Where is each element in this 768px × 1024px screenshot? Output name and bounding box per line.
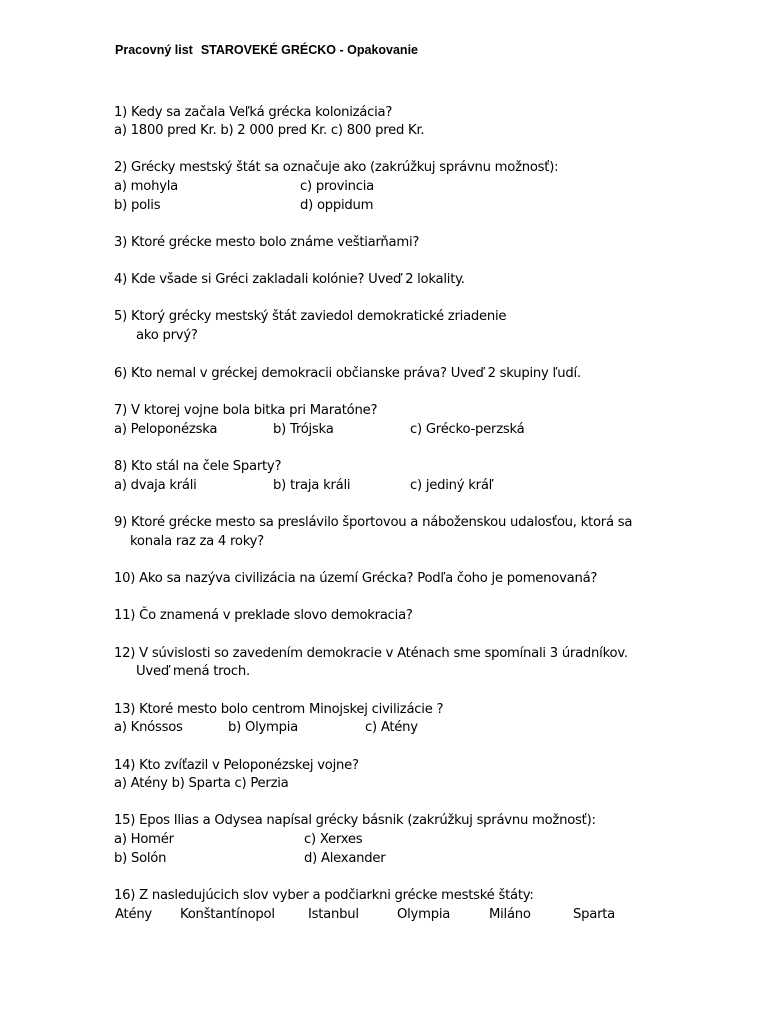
question-2-option-d: d) oppidum xyxy=(300,198,374,213)
word-choice: Olympia xyxy=(397,907,451,922)
question-15: 15) Epos Ilias a Odysea napísal grécky básnik (zakrúžkuj správnu možnosť): xyxy=(114,813,596,828)
question-4: 4) Kde všade si Gréci zakladali kolónie? Uveď 2 lokality. xyxy=(114,272,465,287)
question-14: 14) Kto zvíťazil v Peloponézskej vojne? xyxy=(114,758,359,773)
question-16: 16) Z nasledujúcich slov vyber a podčiarkni grécke mestské štáty: xyxy=(114,888,534,903)
question-14-options: a) Atény b) Sparta c) Perzia xyxy=(114,776,289,791)
question-8-option-a: a) dvaja králi xyxy=(114,478,197,493)
question-7: 7) V ktorej vojne bola bitka pri Maratóne? xyxy=(114,403,378,418)
question-8-option-c: c) jediný kráľ xyxy=(410,478,494,493)
question-9: 9) Ktoré grécke mesto sa preslávilo športovou a náboženskou udalosťou, ktorá sa xyxy=(114,515,633,530)
word-choice: Atény xyxy=(115,907,152,922)
worksheet-label: Pracovný list xyxy=(115,43,193,57)
question-10: 10) Ako sa nazýva civilizácia na území Grécka? Podľa čoho je pomenovaná? xyxy=(114,571,598,586)
question-13-option-b: b) Olympia xyxy=(228,720,299,735)
question-12-continuation: Uveď mená troch. xyxy=(136,664,250,679)
question-9-continuation: konala raz za 4 roky? xyxy=(130,534,264,549)
question-2-option-c: c) provincia xyxy=(300,179,374,194)
question-13-option-c: c) Atény xyxy=(365,720,418,735)
worksheet-title: STAROVEKÉ GRÉCKO - Opakovanie xyxy=(200,43,418,57)
question-8-option-b: b) traja králi xyxy=(273,478,351,493)
question-1-options: a) 1800 pred Kr. b) 2 000 pred Kr. c) 800 pred Kr. xyxy=(114,123,425,138)
word-choice: Konštantínopol xyxy=(180,907,275,922)
question-2: 2) Grécky mestský štát sa označuje ako (zakrúžkuj správnu možnosť): xyxy=(114,160,559,175)
question-8: 8) Kto stál na čele Sparty? xyxy=(114,459,282,474)
word-choice: Miláno xyxy=(489,907,531,922)
question-2-option-a: a) mohyla xyxy=(114,179,178,194)
word-choice: Istanbul xyxy=(308,907,359,922)
question-3: 3) Ktoré grécke mesto bolo známe veštiarňami? xyxy=(114,235,420,250)
question-5-continuation: ako prvý? xyxy=(136,328,198,343)
question-13: 13) Ktoré mesto bolo centrom Minojskej civilizácie ? xyxy=(114,702,444,717)
question-6: 6) Kto nemal v gréckej demokracii občianske práva? Uveď 2 skupiny ľudí. xyxy=(114,366,581,381)
question-11: 11) Čo znamená v preklade slovo demokracia? xyxy=(114,608,413,623)
worksheet-header xyxy=(115,43,418,57)
question-15-option-c: c) Xerxes xyxy=(304,832,363,847)
question-15-option-d: d) Alexander xyxy=(304,851,386,866)
question-12: 12) V súvislosti so zavedením demokracie v Aténach sme spomínali 3 úradníkov. xyxy=(114,646,628,661)
question-5: 5) Ktorý grécky mestský štát zaviedol demokratické zriadenie xyxy=(114,309,507,324)
question-15-option-a: a) Homér xyxy=(114,832,174,847)
question-1: 1) Kedy sa začala Veľká grécka kolonizácia? xyxy=(114,105,393,120)
question-7-option-b: b) Trójska xyxy=(273,422,334,437)
question-15-option-b: b) Solón xyxy=(114,851,167,866)
word-choice: Sparta xyxy=(573,907,615,922)
question-13-option-a: a) Knóssos xyxy=(114,720,183,735)
question-7-option-a: a) Peloponézska xyxy=(114,422,218,437)
question-7-option-c: c) Grécko-perzská xyxy=(410,422,525,437)
question-2-option-b: b) polis xyxy=(114,198,161,213)
